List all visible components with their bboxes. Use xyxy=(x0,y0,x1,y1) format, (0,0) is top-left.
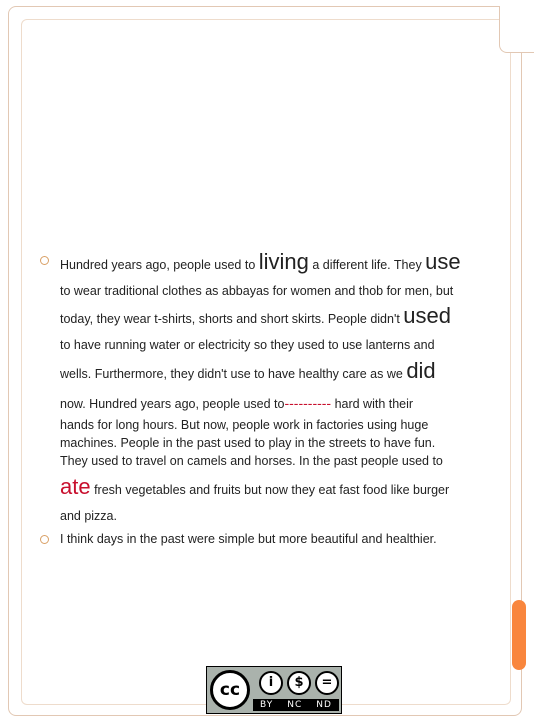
license-by-label: BY xyxy=(260,700,274,710)
text-line xyxy=(60,244,510,283)
bullet-icon xyxy=(40,535,49,544)
slide-body xyxy=(40,244,510,549)
license-nc-label: NC xyxy=(287,700,303,710)
text-line xyxy=(60,354,510,391)
text-run: hard with their xyxy=(331,397,414,411)
text-line: machines. People in the past used to play in the streets to have fun. xyxy=(60,436,436,450)
text-run: I think days in the past were simple but more beautiful and healthier. xyxy=(60,532,437,546)
text-run: today, they wear t-shirts, shorts and short skirts. People didn't xyxy=(60,312,404,326)
text-line xyxy=(60,391,510,416)
noncommercial-icon: $ xyxy=(287,671,311,695)
bullet-paragraph-1 xyxy=(40,244,510,525)
noderivatives-icon: = xyxy=(315,671,339,695)
text-run: Hundred years ago, people used to xyxy=(60,258,259,272)
attribution-icon: i xyxy=(259,671,283,695)
bullet-icon xyxy=(40,256,49,265)
cc-logo-icon: cc xyxy=(210,670,250,710)
text-run: fresh vegetables and fruits but now they eat fast food like burger xyxy=(90,483,450,497)
creative-commons-badge xyxy=(206,666,342,714)
text-line: to have running water or electricity so they used to use lanterns and xyxy=(60,338,435,352)
text-line: They used to travel on camels and horses. In the past people used to xyxy=(60,454,443,468)
license-nd-label: ND xyxy=(316,700,332,710)
text-run: a different life. They xyxy=(308,258,426,272)
accent-pill xyxy=(512,600,526,670)
answer-word: ate xyxy=(60,474,91,499)
answer-word: did xyxy=(406,358,436,383)
corner-tab xyxy=(499,6,534,53)
text-run: wells. Furthermore, they didn't use to have healthy care as we xyxy=(60,367,407,381)
text-line: to wear traditional clothes as abbayas for women and thob for men, but xyxy=(60,284,454,298)
text-line: and pizza. xyxy=(60,509,117,523)
answer-word: used xyxy=(403,303,451,328)
bullet-paragraph-2 xyxy=(40,529,510,549)
license-strip xyxy=(253,699,339,711)
text-line xyxy=(60,299,510,336)
text-line xyxy=(60,470,510,507)
text-run: now. Hundred years ago, people used to xyxy=(60,397,285,411)
text-line: hands for long hours. But now, people work in factories using huge xyxy=(60,418,429,432)
blank-answer: ---------- xyxy=(284,395,332,411)
answer-word: living xyxy=(258,249,309,274)
answer-word: use xyxy=(425,249,461,274)
